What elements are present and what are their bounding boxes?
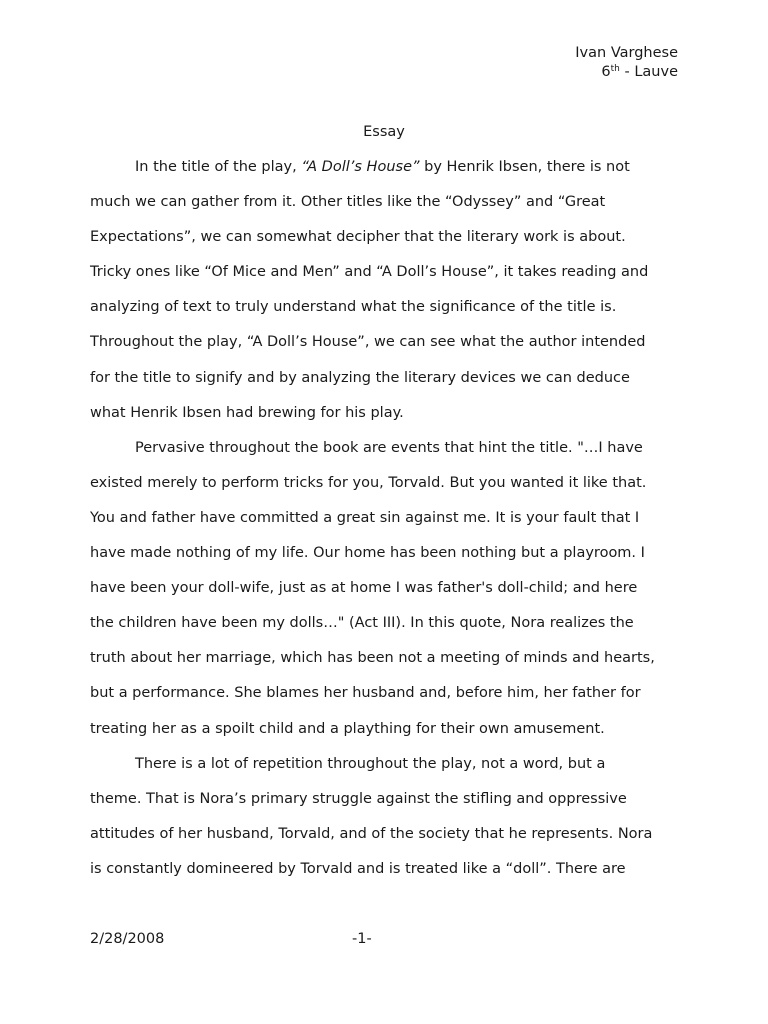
italic-text: “A Doll’s House” bbox=[301, 159, 420, 175]
text-segment: have been your doll-wife, just as at home I was father's doll-child; and here bbox=[90, 580, 638, 597]
page-header bbox=[575, 44, 678, 82]
essay-paragraph bbox=[90, 431, 684, 747]
text-segment: You and father have committed a great sin against me. It is your fault that I bbox=[90, 509, 640, 526]
essay-body bbox=[90, 150, 684, 887]
text-line bbox=[90, 185, 684, 220]
page-number: -1- bbox=[352, 931, 372, 947]
text-line bbox=[90, 676, 684, 711]
essay-paragraph bbox=[90, 747, 684, 887]
text-segment: treating her as a spoilt child and a plaything for their own amusement. bbox=[90, 720, 605, 737]
teacher-name: - Lauve bbox=[619, 64, 678, 80]
text-line bbox=[90, 466, 684, 501]
text-segment: Pervasive throughout the book are events that hint the title. "…I have bbox=[135, 439, 643, 456]
text-line bbox=[90, 571, 684, 606]
text-line bbox=[90, 852, 684, 887]
text-line bbox=[90, 817, 684, 852]
text-segment: for the title to signify and by analyzing the literary devices we can deduce bbox=[90, 369, 630, 386]
text-segment: theme. That is Nora’s primary struggle against the stifling and oppressive bbox=[90, 790, 627, 807]
text-segment: by Henrik Ibsen, there is not bbox=[419, 159, 630, 175]
text-segment: There is a lot of repetition throughout the play, not a word, but a bbox=[135, 755, 606, 772]
text-line bbox=[90, 255, 684, 290]
text-line bbox=[90, 396, 684, 431]
text-segment: In the title of the play, bbox=[135, 159, 302, 175]
author-name: Ivan Varghese bbox=[575, 45, 678, 61]
text-segment: Throughout the play, “A Doll’s House”, we can see what the author intended bbox=[90, 334, 646, 351]
text-segment: Expectations”, we can somewhat decipher that the literary work is about. bbox=[90, 229, 626, 246]
text-line bbox=[90, 712, 684, 747]
text-line bbox=[90, 220, 684, 255]
text-line bbox=[90, 150, 684, 185]
text-line bbox=[90, 747, 684, 782]
text-line bbox=[90, 501, 684, 536]
essay-title: Essay bbox=[363, 124, 405, 140]
text-segment: much we can gather from it. Other titles like the “Odyssey” and “Great bbox=[90, 194, 606, 211]
essay-paragraph bbox=[90, 150, 684, 431]
text-line bbox=[90, 536, 684, 571]
text-line bbox=[90, 606, 684, 641]
text-segment: analyzing of text to truly understand what the significance of the title is. bbox=[90, 299, 617, 316]
text-segment: attitudes of her husband, Torvald, and of the society that he represents. Nora bbox=[90, 825, 653, 842]
text-segment: what Henrik Ibsen had brewing for his play. bbox=[90, 404, 404, 421]
text-line bbox=[90, 641, 684, 676]
text-line bbox=[90, 431, 684, 466]
text-segment: is constantly domineered by Torvald and is treated like a “doll”. There are bbox=[90, 860, 626, 877]
period-number: 6 bbox=[601, 64, 611, 80]
text-segment: truth about her marriage, which has been not a meeting of minds and hearts, bbox=[90, 650, 655, 667]
class-period bbox=[575, 63, 678, 82]
text-line bbox=[90, 290, 684, 325]
text-line bbox=[90, 361, 684, 396]
text-line bbox=[90, 782, 684, 817]
period-suffix: th bbox=[610, 64, 620, 74]
text-segment: have made nothing of my life. Our home has been nothing but a playroom. I bbox=[90, 545, 645, 562]
footer-date: 2/28/2008 bbox=[90, 931, 165, 947]
text-line bbox=[90, 325, 684, 360]
text-segment: existed merely to perform tricks for you, Torvald. But you wanted it like that. bbox=[90, 474, 647, 491]
text-segment: the children have been my dolls…" (Act III). In this quote, Nora realizes the bbox=[90, 615, 634, 632]
text-segment: but a performance. She blames her husband and, before him, her father for bbox=[90, 685, 641, 702]
text-segment: Tricky ones like “Of Mice and Men” and “A Doll’s House”, it takes reading and bbox=[90, 264, 649, 281]
